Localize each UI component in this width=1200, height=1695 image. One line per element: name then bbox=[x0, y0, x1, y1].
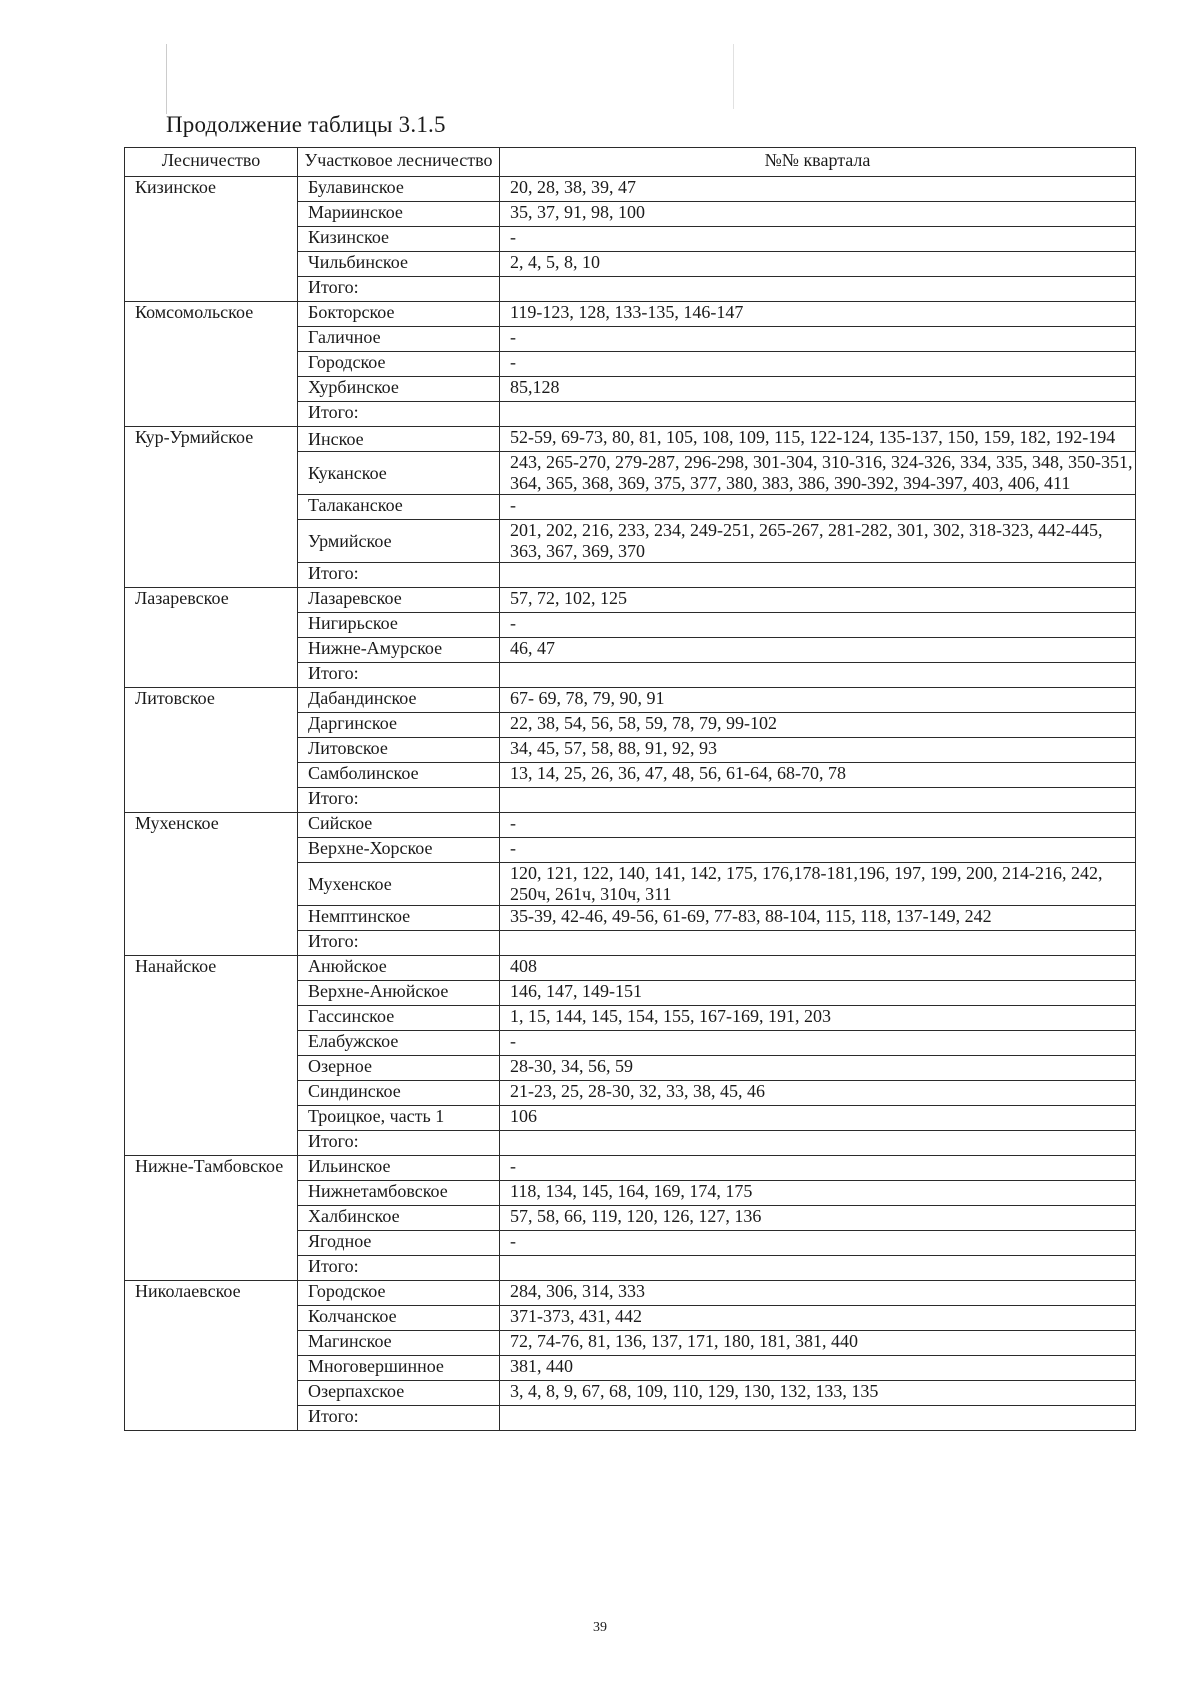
quarter-numbers: - bbox=[500, 613, 1136, 638]
quarter-numbers: 1, 15, 144, 145, 154, 155, 167-169, 191, 203 bbox=[500, 1006, 1136, 1031]
total-label: Итого: bbox=[298, 563, 500, 588]
district-name: Троицкое, часть 1 bbox=[298, 1106, 500, 1131]
column-header-quarters: №№ квартала bbox=[500, 148, 1136, 177]
quarter-numbers: 13, 14, 25, 26, 36, 47, 48, 56, 61-64, 68-70, 78 bbox=[500, 763, 1136, 788]
district-name: Городское bbox=[298, 352, 500, 377]
forestry-name: Кизинское bbox=[125, 177, 298, 302]
quarter-numbers: 35, 37, 91, 98, 100 bbox=[500, 202, 1136, 227]
quarter-numbers: 46, 47 bbox=[500, 638, 1136, 663]
district-name: Мариинское bbox=[298, 202, 500, 227]
quarter-numbers: 21-23, 25, 28-30, 32, 33, 38, 45, 46 bbox=[500, 1081, 1136, 1106]
column-header-district: Участковое лесничество bbox=[298, 148, 500, 177]
quarter-numbers: 408 bbox=[500, 956, 1136, 981]
total-label: Итого: bbox=[298, 663, 500, 688]
quarter-numbers: 201, 202, 216, 233, 234, 249-251, 265-267, 281-282, 301, 302, 318-323, 442-445, 363, 367, 369, 370 bbox=[500, 520, 1136, 563]
district-name: Ягодное bbox=[298, 1231, 500, 1256]
district-name: Нигирьское bbox=[298, 613, 500, 638]
district-name: Инское bbox=[298, 427, 500, 452]
table-row bbox=[125, 688, 1136, 713]
quarter-numbers: 28-30, 34, 56, 59 bbox=[500, 1056, 1136, 1081]
district-name: Нижне-Амурское bbox=[298, 638, 500, 663]
district-name: Халбинское bbox=[298, 1206, 500, 1231]
table-row bbox=[125, 427, 1136, 452]
district-name: Хурбинское bbox=[298, 377, 500, 402]
district-name: Многовершинное bbox=[298, 1356, 500, 1381]
quarter-numbers: 381, 440 bbox=[500, 1356, 1136, 1381]
total-value bbox=[500, 563, 1136, 588]
district-name: Нижнетамбовское bbox=[298, 1181, 500, 1206]
quarter-numbers: 243, 265-270, 279-287, 296-298, 301-304, 310-316, 324-326, 334, 335, 348, 350-351, 364, 365, 368, 369, 375, 377, 380, 383, 386, 390-392, 394-397, 403, 406, 411 bbox=[500, 452, 1136, 495]
district-name: Ильинское bbox=[298, 1156, 500, 1181]
quarter-numbers: 57, 58, 66, 119, 120, 126, 127, 136 bbox=[500, 1206, 1136, 1231]
table-body bbox=[125, 177, 1136, 1431]
district-name: Талаканское bbox=[298, 495, 500, 520]
table-row bbox=[125, 302, 1136, 327]
total-value bbox=[500, 663, 1136, 688]
district-name: Даргинское bbox=[298, 713, 500, 738]
district-name: Верхне-Анюйское bbox=[298, 981, 500, 1006]
scan-mark bbox=[733, 44, 734, 109]
forestry-name: Кур-Урмийское bbox=[125, 427, 298, 588]
table-row bbox=[125, 1281, 1136, 1306]
total-label: Итого: bbox=[298, 277, 500, 302]
quarter-numbers: 118, 134, 145, 164, 169, 174, 175 bbox=[500, 1181, 1136, 1206]
forestry-name: Литовское bbox=[125, 688, 298, 813]
scan-mark bbox=[166, 44, 167, 114]
district-name: Анюйское bbox=[298, 956, 500, 981]
quarter-numbers: 120, 121, 122, 140, 141, 142, 175, 176,178-181,196, 197, 199, 200, 214-216, 242, 250ч, 261ч, 310ч, 311 bbox=[500, 863, 1136, 906]
quarter-numbers: 67- 69, 78, 79, 90, 91 bbox=[500, 688, 1136, 713]
table-row bbox=[125, 1156, 1136, 1181]
district-name: Урмийское bbox=[298, 520, 500, 563]
district-name: Дабандинское bbox=[298, 688, 500, 713]
total-label: Итого: bbox=[298, 1256, 500, 1281]
forestry-name: Николаевское bbox=[125, 1281, 298, 1431]
district-name: Озерное bbox=[298, 1056, 500, 1081]
district-name: Куканское bbox=[298, 452, 500, 495]
quarter-numbers: - bbox=[500, 495, 1136, 520]
table-row bbox=[125, 813, 1136, 838]
district-name: Сийское bbox=[298, 813, 500, 838]
total-value bbox=[500, 1256, 1136, 1281]
forestry-name: Нижне-Тамбовское bbox=[125, 1156, 298, 1281]
total-value bbox=[500, 1131, 1136, 1156]
district-name: Кизинское bbox=[298, 227, 500, 252]
quarter-numbers: - bbox=[500, 1031, 1136, 1056]
quarter-numbers: 35-39, 42-46, 49-56, 61-69, 77-83, 88-104, 115, 118, 137-149, 242 bbox=[500, 906, 1136, 931]
quarter-numbers: - bbox=[500, 327, 1136, 352]
district-name: Синдинское bbox=[298, 1081, 500, 1106]
district-name: Галичное bbox=[298, 327, 500, 352]
quarter-numbers: 146, 147, 149-151 bbox=[500, 981, 1136, 1006]
page-title: Продолжение таблицы 3.1.5 bbox=[166, 112, 446, 137]
quarter-numbers: - bbox=[500, 227, 1136, 252]
district-name: Озерпахское bbox=[298, 1381, 500, 1406]
forestry-name: Комсомольское bbox=[125, 302, 298, 427]
total-value bbox=[500, 402, 1136, 427]
total-label: Итого: bbox=[298, 788, 500, 813]
forestry-name: Лазаревское bbox=[125, 588, 298, 688]
quarter-numbers: - bbox=[500, 813, 1136, 838]
district-name: Булавинское bbox=[298, 177, 500, 202]
quarter-numbers: 57, 72, 102, 125 bbox=[500, 588, 1136, 613]
quarter-numbers: 20, 28, 38, 39, 47 bbox=[500, 177, 1136, 202]
quarter-numbers: 3, 4, 8, 9, 67, 68, 109, 110, 129, 130, 132, 133, 135 bbox=[500, 1381, 1136, 1406]
total-value bbox=[500, 788, 1136, 813]
quarter-numbers: 371-373, 431, 442 bbox=[500, 1306, 1136, 1331]
quarter-numbers: 119-123, 128, 133-135, 146-147 bbox=[500, 302, 1136, 327]
table-row bbox=[125, 956, 1136, 981]
table-row bbox=[125, 177, 1136, 202]
total-value bbox=[500, 1406, 1136, 1431]
district-name: Чильбинское bbox=[298, 252, 500, 277]
quarter-numbers: 85,128 bbox=[500, 377, 1136, 402]
page-number: 39 bbox=[593, 1620, 607, 1635]
district-name: Самболинское bbox=[298, 763, 500, 788]
district-name: Бокторское bbox=[298, 302, 500, 327]
quarter-numbers: 52-59, 69-73, 80, 81, 105, 108, 109, 115, 122-124, 135-137, 150, 159, 182, 192-194 bbox=[500, 427, 1136, 452]
quarter-numbers: 72, 74-76, 81, 136, 137, 171, 180, 181, 381, 440 bbox=[500, 1331, 1136, 1356]
total-value bbox=[500, 931, 1136, 956]
district-name: Верхне-Хорское bbox=[298, 838, 500, 863]
forestry-name: Нанайское bbox=[125, 956, 298, 1156]
quarter-numbers: - bbox=[500, 838, 1136, 863]
total-label: Итого: bbox=[298, 931, 500, 956]
district-name: Немптинское bbox=[298, 906, 500, 931]
quarter-numbers: 106 bbox=[500, 1106, 1136, 1131]
quarter-numbers: - bbox=[500, 352, 1136, 377]
quarter-numbers: - bbox=[500, 1231, 1136, 1256]
district-name: Гассинское bbox=[298, 1006, 500, 1031]
quarter-numbers: - bbox=[500, 1156, 1136, 1181]
table-header-row bbox=[125, 148, 1136, 177]
column-header-forestry: Лесничество bbox=[125, 148, 298, 177]
district-name: Колчанское bbox=[298, 1306, 500, 1331]
quarter-numbers: 22, 38, 54, 56, 58, 59, 78, 79, 99-102 bbox=[500, 713, 1136, 738]
district-name: Магинское bbox=[298, 1331, 500, 1356]
district-name: Елабужское bbox=[298, 1031, 500, 1056]
total-value bbox=[500, 277, 1136, 302]
table-row bbox=[125, 588, 1136, 613]
district-name: Городское bbox=[298, 1281, 500, 1306]
district-name: Литовское bbox=[298, 738, 500, 763]
quarter-numbers: 2, 4, 5, 8, 10 bbox=[500, 252, 1136, 277]
total-label: Итого: bbox=[298, 1131, 500, 1156]
district-name: Мухенское bbox=[298, 863, 500, 906]
forestry-name: Мухенское bbox=[125, 813, 298, 956]
district-name: Лазаревское bbox=[298, 588, 500, 613]
quarter-numbers: 284, 306, 314, 333 bbox=[500, 1281, 1136, 1306]
total-label: Итого: bbox=[298, 1406, 500, 1431]
total-label: Итого: bbox=[298, 402, 500, 427]
quarter-numbers: 34, 45, 57, 58, 88, 91, 92, 93 bbox=[500, 738, 1136, 763]
forest-quarters-table bbox=[124, 147, 1136, 1431]
